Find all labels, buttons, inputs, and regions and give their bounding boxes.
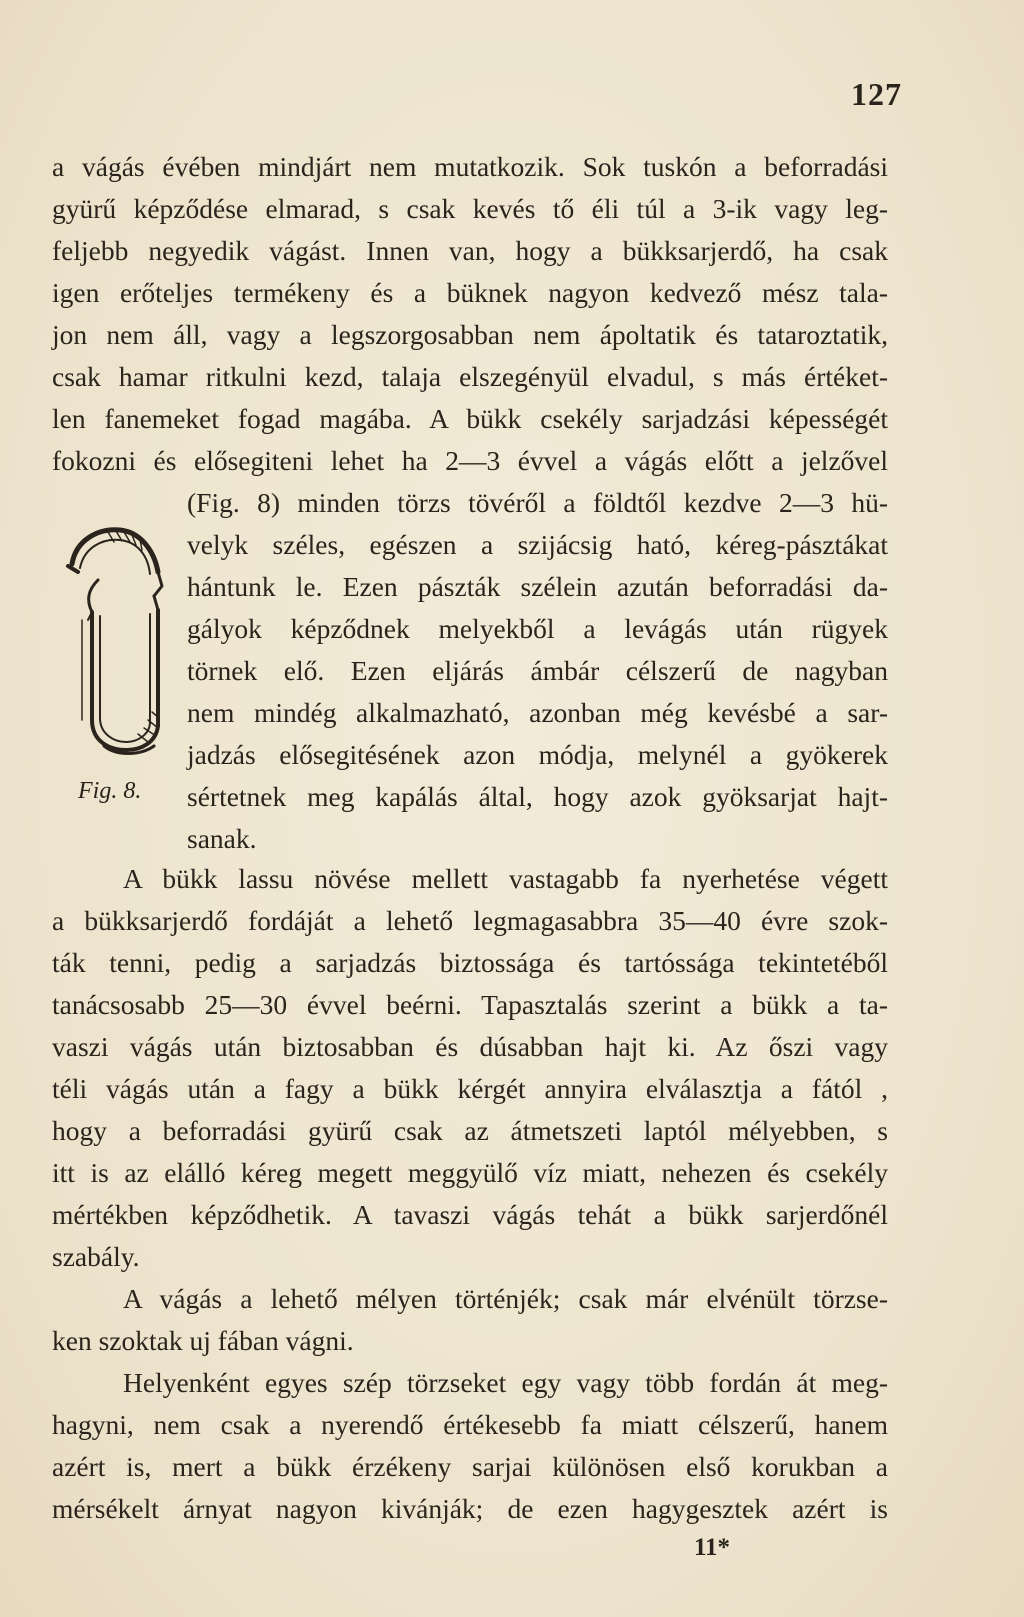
- text-line: gyürű képződése elmarad, s csak kevés tő éli túl a 3-ik vagy leg-: [52, 193, 888, 224]
- text-line: sanak.: [187, 823, 257, 854]
- text-line: velyk széles, egészen a szijácsig ható, kéreg-pásztákat: [187, 529, 888, 560]
- figure-caption: Fig. 8.: [78, 778, 142, 804]
- text-line: hántunk le. Ezen pászták szélein azután beforradási da-: [187, 571, 888, 602]
- text-line: itt is az elálló kéreg megett meggyülő víz miatt, nehezen és csekély: [52, 1157, 888, 1188]
- text-line: len fanemeket fogad magába. A bükk csekély sarjadzási képességét: [52, 403, 888, 434]
- text-line: téli vágás után a fagy a bükk kérgét annyira elválasztja a fától ,: [52, 1073, 888, 1104]
- text-line: Helyenként egyes szép törzseket egy vagy több fordán át meg-: [123, 1367, 888, 1398]
- text-line: hagyni, nem csak a nyerendő értékesebb fa miatt célszerű, hanem: [52, 1409, 888, 1440]
- text-line: gályok képződnek melyekből a levágás után rügyek: [187, 613, 888, 644]
- text-line: nem mindég alkalmazható, azonban még kevésbé a sar-: [187, 697, 888, 728]
- text-line: igen erőteljes termékeny és a büknek nagyon kedvező mész tala-: [52, 277, 888, 308]
- text-line: ken szoktak uj fában vágni.: [52, 1325, 354, 1356]
- bark-scraper-figure: [58, 520, 186, 770]
- text-line: szabály.: [52, 1241, 140, 1272]
- text-line: (Fig. 8) minden törzs tövéről a földtől kezdve 2—3 hü-: [187, 487, 888, 518]
- text-line: ták tenni, pedig a sarjadzás biztossága és tartóssága tekintetéből: [52, 947, 888, 978]
- text-line: A vágás a lehető mélyen történjék; csak már elvénült törzse-: [123, 1283, 888, 1314]
- text-line: jadzás elősegitésének azon módja, melynél a gyökerek: [187, 739, 888, 770]
- text-line: fokozni és elősegiteni lehet ha 2—3 évvel a vágás előtt a jelzővel: [52, 445, 888, 476]
- text-line: a bükksarjerdő fordáját a lehető legmagasabbra 35—40 évre szok-: [52, 905, 888, 936]
- text-line: törnek elő. Ezen eljárás ámbár célszerű de nagyban: [187, 655, 888, 686]
- page-number: 127: [851, 76, 902, 112]
- text-line: mértékben képződhetik. A tavaszi vágás tehát a bükk sarjerdőnél: [52, 1199, 888, 1230]
- text-line: A bükk lassu növése mellett vastagabb fa nyerhetése végett: [123, 863, 888, 894]
- text-line: mérsékelt árnyat nagyon kivánják; de ezen hagygesztek azért is: [52, 1493, 888, 1524]
- text-line: jon nem áll, vagy a legszorgosabban nem ápoltatik és tataroztatik,: [52, 319, 888, 350]
- text-line: a vágás évében mindjárt nem mutatkozik. Sok tuskón a beforradási: [52, 151, 888, 182]
- text-line: tanácsosabb 25—30 évvel beérni. Tapasztalás szerint a bükk a ta-: [52, 989, 888, 1020]
- text-line: sértetnek meg kapálás által, hogy azok gyöksarjat hajt-: [187, 781, 888, 812]
- text-line: hogy a beforradási gyürű csak az átmetszeti laptól mélyebben, s: [52, 1115, 888, 1146]
- text-line: csak hamar ritkulni kezd, talaja elszegényül elvadul, s más értéket-: [52, 361, 888, 392]
- signature-mark: 11*: [693, 1534, 731, 1561]
- text-line: azért is, mert a bükk érzékeny sarjai különösen első korukban a: [52, 1451, 888, 1482]
- text-line: feljebb negyedik vágást. Innen van, hogy a bükksarjerdő, ha csak: [52, 235, 888, 266]
- text-line: vaszi vágás után biztosabban és dúsabban hajt ki. Az őszi vagy: [52, 1031, 888, 1062]
